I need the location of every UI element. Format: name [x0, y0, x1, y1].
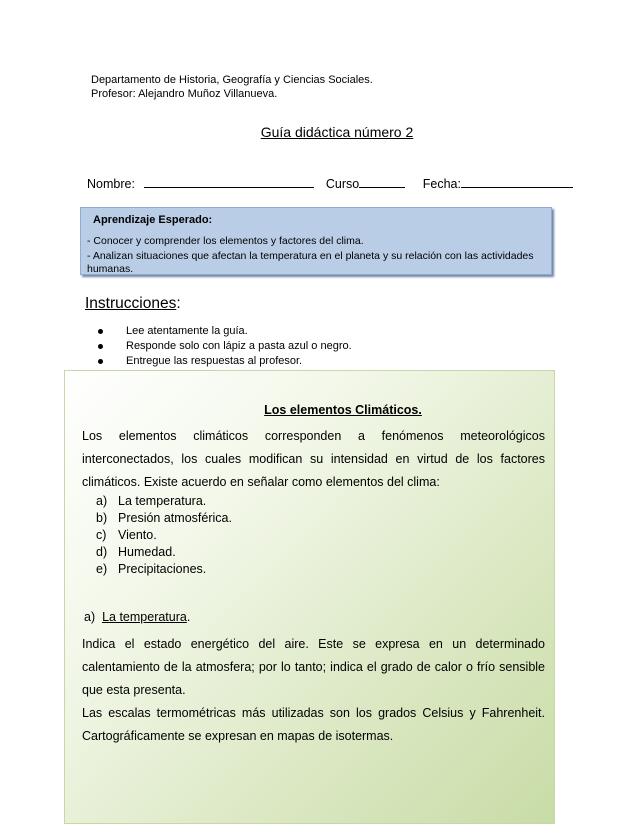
bullet-icon: [98, 359, 103, 364]
scales-paragraph: Las escalas termométricas más utilizadas son los grados Celsius y Fahrenheit. Cartográficamente se expresan en mapas de isotermas.: [82, 706, 545, 743]
bullet-icon: [98, 329, 103, 334]
learning-line-1: - Conocer y comprender los elementos y factores del clima.: [87, 235, 364, 247]
learning-objective-box: [80, 207, 552, 275]
learning-line-2: - Analizan situaciones que afectan la temperatura en el planeta y su relación con las actividades humanas.: [87, 250, 534, 275]
section-title: Los elementos Climáticos.: [264, 403, 422, 417]
intro-paragraph: Los elementos climáticos corresponden a fenómenos meteorológicos interconectados, los cuales modifican su intensidad en virtud de los factores climáticos. Existe acuerdo en señalar como elementos del clima:: [82, 429, 545, 489]
nombre-label: Nombre:: [87, 177, 135, 191]
nombre-field[interactable]: [144, 175, 314, 188]
subsection-heading: a) La temperatura.: [84, 610, 191, 624]
curso-field[interactable]: [359, 175, 405, 188]
temperature-paragraph: Indica el estado energético del aire. Este se expresa en un determinado calentamiento de la atmosfera; por lo tanto; indica el grado de calor o frío sensible que esta presenta.: [82, 637, 545, 697]
fecha-label: Fecha:: [422, 177, 461, 191]
department-line: Departamento de Historia, Geografía y Ciencias Sociales.: [91, 74, 373, 86]
teacher-line: Profesor: Alejandro Muñoz Villanueva.: [91, 88, 278, 100]
page-title: Guía didáctica número 2: [260, 124, 414, 140]
bullet-icon: [98, 344, 103, 349]
student-form-row: [87, 175, 573, 191]
instructions-heading: Instrucciones:: [85, 295, 181, 312]
fecha-field[interactable]: [461, 175, 573, 188]
curso-label: Curso: [325, 177, 360, 191]
learning-heading: Aprendizaje Esperado:: [93, 214, 213, 226]
